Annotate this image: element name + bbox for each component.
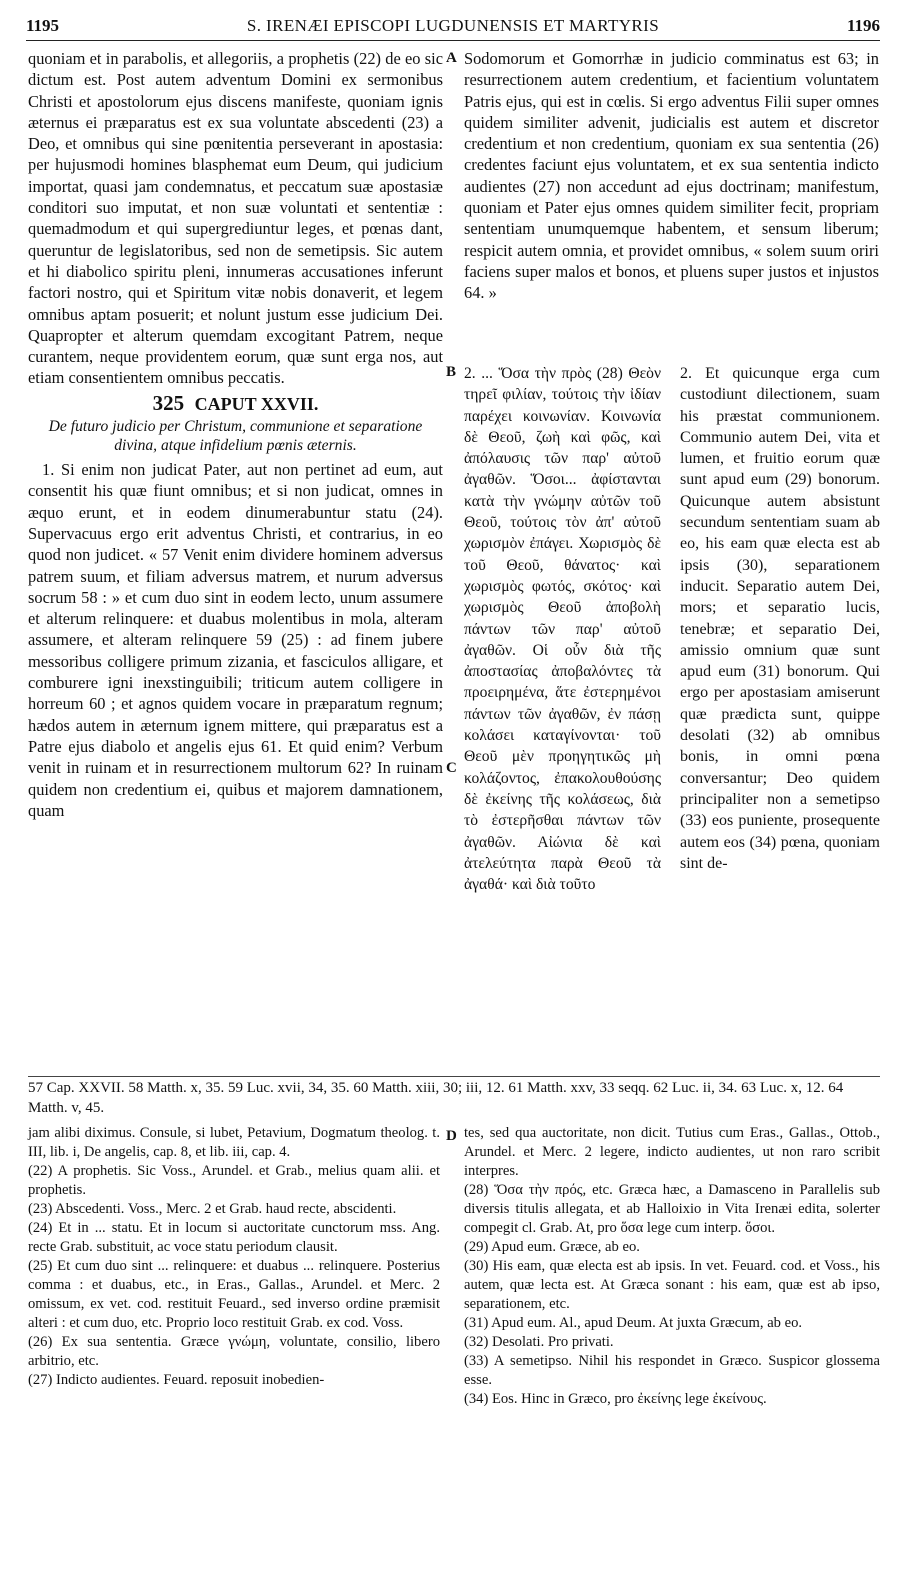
latin-parallel-text: 2. Et quicunque erga cum custodiunt dilectionem, suam his præstat communionem. Communio autem Dei, vita et lumen, et fruitio eorum quæ sunt apud eum (29) bonorum. Quicunque autem absistunt secundum sententiam suam ab eo, his eam quæ electa est ab ipsis (30), separationem inducit. Separatio autem Dei, mors; et separatio lucis, tenebræ; et separatio Dei, amissio omnium quæ sunt apud eum (31) bonorum. Qui ergo per apostasiam amiserunt quæ prædicta sunt, quippe desolati (32) ab omnibus bonis, in omni pœna conversantur; Deo quidem principaliter non a semetipso (33) eos puniente, prosequente autem eos (34) pœna, quoniam sint de- [680,365,880,872]
greek-parallel-text: 2. ... Ὅσα τὴν πρὸς (28) Θεὸν τηρεῖ φιλίαν, τούτοις τὴν ἰδίαν παρέχει κοινωνίαν. Κοινωνία δὲ Θεοῦ, ζωὴ καὶ φῶς, καὶ ἀπόλαυσις τῶν παρ' αὐτοῦ ἀγαθῶν. Ὅσοι... ἀφίστανται κατὰ τὴν γνώμην αὐτῶν τοῦ Θεοῦ, τούτοις τὸν ἀπ' αὐτοῦ χωρισμὸν ἐπάγει. Χωρισμὸς δὲ τοῦ Θεοῦ, θάνατος· καὶ χωρισμὸς φωτός, σκότος· καὶ χωρισμὸς Θεοῦ ἀποβολὴ πάντων τῶν παρ' αὐτοῦ ἀγαθῶν. Οἱ οὖν διὰ τῆς ἀποστασίας ἀποβαλόντες τὰ προειρημένα, ἅτε ἐστερημένοι πάντων τῶν ἀγαθῶν, ἐν πάσῃ κολάσει καταγίνονται· τοῦ Θεοῦ μὲν προηγητικῶς μὴ κολάζοντος, ἐπακολουθούσης δὲ ἐκείνης τῆς κολάσεως, διὰ τὸ ἐστερῆσθαι πάντων τῶν ἀγαθῶν. Αἰώνια δὲ καὶ ἀτελεύτητα παρὰ Θεοῦ τὰ ἀγαθά· καὶ διὰ τοῦτο [464,365,661,894]
note-item: (22) A prophetis. Sic Voss., Arundel. et Grab., melius quam alii. et prophetis. [28,1163,440,1198]
note-item: (32) Desolati. Pro privati. [464,1334,614,1350]
note-item: (29) Apud eum. Græce, ab eo. [464,1239,640,1255]
notes-left-column [28,1124,440,1390]
chapter-heading [28,390,443,415]
running-header [26,14,880,41]
note-item: (33) A semetipso. Nihil his respondet in Græco. Suspicor glossema esse. [464,1353,880,1388]
note-item: (24) Et in ... statu. Et in locum si auctoritate cunctorum mss. Ang. recte Grab. substituit, ac voce statu periodum clausit. [28,1220,440,1255]
paragraph-continuation: quoniam et in parabolis, et allegoriis, a prophetis (22) de eo sic dictum est. Post autem adventum Domini ex sermonibus Christi et apostolorum ejus discens manifeste, quoniam ignis æternus ei præparatus est ex sua voluntate abscedenti (23) a Deo, et omnibus qui sine pœnitentia perseverant in apostasia: per hujusmodi homines blasphemat eum Deum, qui judicium importat, quasi jam condemnatus, et peccatum suæ apostasiæ conditori suo imputat, et non suæ voluntati et sententiæ : quemadmodum et qui supergrediuntur leges, et pœnas dant, queruntur de legislatoribus, sed non de semetipsis. Sic autem et hi diabolico spiritu pleni, innumeras accusationes inferunt factori nostro, qui et Spiritum vitæ nobis donaverit, et legem omnibus aptam posuerit; et nolunt justum esse judicium Dei. Quapropter et alterum quemdam excogitant Patrem, neque curantem, neque providentem eorum, quæ sunt erga nos, aut etiam consentientem omnibus peccatis. [28,49,443,388]
running-title: S. IRENÆI EPISCOPI LUGDUNENSIS ET MARTYRIS [246,16,660,35]
note-item: jam alibi diximus. Consule, si lubet, Petavium, Dogmatum theolog. t. III, lib. i, De angelis, cap. 8, et lib. iii, cap. 4. [28,1125,440,1160]
page-number-right: 1196 [846,16,880,35]
margin-letter-b: B [446,364,457,380]
note-item: (25) Et cum duo sint ... relinquere: et duabus ... relinquere. Posterius comma : et duabus, etc., in Eras., Gallas., Arundel. et Merc. 2 omissum, ex vet. cod. restituit Feuard., sed inverso ordine præmisit alteri : et cum duo, etc. Proprio loco restituit Grab. ex cod. Voss. [28,1258,440,1331]
page-number-left: 1195 [26,16,60,35]
left-text-column [28,48,443,821]
note-item: (27) Indicto audientes. Feuard. reposuit inobedien- [28,1372,325,1388]
note-item: (31) Apud eum. Al., apud Deum. At juxta Græcum, ab eo. [464,1315,803,1331]
right-text-column [464,48,879,304]
margin-letter-d: D [446,1128,457,1144]
chapter-number: 325 [152,390,185,415]
margin-letter-a: A [446,50,457,66]
note-item: (26) Ex sua sententia. Græce γνώμη, voluntate, consilio, libero arbitrio, etc. [28,1334,440,1369]
note-item: (23) Abscedenti. Voss., Merc. 2 et Grab. haud recte, abscidenti. [28,1201,397,1217]
paragraph-one: 1. Si enim non judicat Pater, aut non pertinet ad eum, aut consentit his quæ fiunt omnibus; et si non judicat, omnes in æquo erunt, et in eodem dinumerabuntur statu (24). Supervacuus ergo erit adventus Christi, et contrarius, in eo quod non judicet. « 57 Venit enim dividere hominem adversus patrem suum, et filiam adversus matrem, et nurum adversus socrum 58 : » et cum duo sint in eodem lecto, unum assumere et alterum relinquere: et duabus molentibus in mola, alteram assumere, et alteram relinquere 59 (25) : ad finem jubere messoribus colligere primum zizania, et fasciculos alligare, et comburere igni inexstinguibili; triticum autem colligere in horreum 60 ; et agnos quidem vocare in præparatum regnum; hædos autem in æternum ignem mittere, qui præparatus est a Patre ejus diabolo et angelis ejus 61. Et quid enim? Verbum venit in ruinam et in resurrectionem multorum 62? In ruinam quidem non credentium ei, quibus et majorem damnationem, quam [28,460,443,820]
note-item: (28) Ὅσα τὴν πρός, etc. Græca hæc, a Damasceno in Parallelis sub diversis titulis allegata, et ab Halloixio in Vita Irenæi edita, solerter compegit cl. Grab. At, pro ὅσα lege cum interp. ὅσοι. [464,1182,880,1236]
chapter-summary: De futuro judicio per Christum, communione et separatione divina, atque infidelium pœnis æternis. [48,418,423,455]
scripture-references: 57 Cap. XXVII. 58 Matth. x, 35. 59 Luc. xvii, 34, 35. 60 Matth. xiii, 30; iii, 12. 61 Matth. xxv, 33 seqq. 62 Luc. ii, 34. 63 Luc. x, 12. 64 Matth. v, 45. [28,1080,844,1116]
chapter-title: CAPUT XXVII. [194,393,319,414]
paragraph-continuation-right: Sodomorum et Gomorrhæ in judicio comminatus est 63; in resurrectionem autem credentium, et facientium voluntatem Patris ejus, qui est in cœlis. Si ergo adventus Filii super omnes quidem similiter advenit, judicialis est autem et discretor credentium et non credentium, quoniam ex sua sententia (26) credentes faciunt ejus voluntatem, et ex sua sententia indicto audientes (27) non accedunt ad ejus doctrinam; manifestum, quoniam et Pater ejus omnes quidem similiter fecit, propriam sententiam unumquemque habentem, et sensum liberum; respicit autem omnia, et providet omnibus, « solem suum oriri faciens super malos et bonos, et pluens super justos et injustos 64. » [464,49,879,303]
margin-letter-c: C [446,760,457,776]
notes-right-column [464,1124,880,1409]
footnote-rule [28,1076,880,1077]
note-item: (34) Eos. Hinc in Græco, pro ἐκείνης lege ἐκείνους. [464,1391,767,1407]
note-item: tes, sed qua auctoritate, non dicit. Tutius cum Eras., Gallas., Ottob., Arundel. et Merc. 2 legere, indicto audientes, ut non raro scribit interpres. [464,1125,880,1179]
note-item: (30) His eam, quæ electa est ab ipsis. In vet. Feuard. cod. et Voss., his autem, quæ lecta est. At Græca sonant : his eam, quæ est ab ipso, separationem, etc. [464,1258,880,1312]
